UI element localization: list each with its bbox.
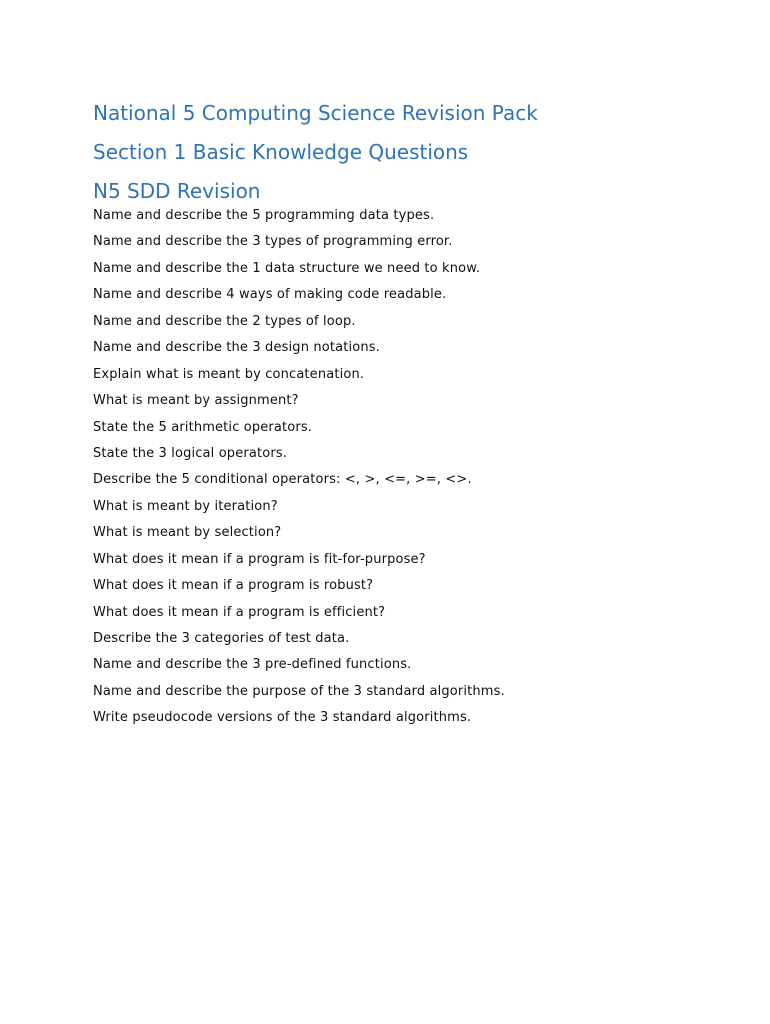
question-item: Explain what is meant by concatenation. bbox=[93, 366, 365, 382]
question-item: State the 3 logical operators. bbox=[93, 445, 288, 461]
subsection-heading: N5 SDD Revision bbox=[93, 179, 261, 203]
question-list bbox=[93, 203, 505, 732]
document-title: National 5 Computing Science Revision Pack bbox=[93, 101, 538, 125]
question-item: Name and describe the 2 types of loop. bbox=[93, 313, 356, 329]
question-item: What does it mean if a program is efficient? bbox=[93, 604, 386, 620]
question-item: State the 5 arithmetic operators. bbox=[93, 419, 313, 435]
question-item: Name and describe the 1 data structure we need to know. bbox=[93, 260, 481, 276]
question-item: Name and describe the 3 pre-defined functions. bbox=[93, 657, 412, 673]
question-item: What is meant by iteration? bbox=[93, 498, 278, 514]
question-item: What does it mean if a program is robust? bbox=[93, 578, 374, 594]
question-item: What is meant by assignment? bbox=[93, 393, 299, 409]
question-item: Name and describe the 5 programming data types. bbox=[93, 208, 435, 223]
question-item: Name and describe the 3 types of programming error. bbox=[93, 234, 453, 250]
question-item: Name and describe the purpose of the 3 standard algorithms. bbox=[93, 683, 505, 699]
question-item: Describe the 5 conditional operators: <, >, <=, >=, <>. bbox=[93, 472, 472, 488]
question-item: Name and describe the 3 design notations. bbox=[93, 340, 380, 356]
question-item: What is meant by selection? bbox=[93, 525, 282, 541]
section-heading: Section 1 Basic Knowledge Questions bbox=[93, 140, 469, 164]
question-item: Describe the 3 categories of test data. bbox=[93, 631, 350, 646]
question-item: Name and describe 4 ways of making code readable. bbox=[93, 287, 447, 303]
question-item: Write pseudocode versions of the 3 standard algorithms. bbox=[93, 710, 472, 726]
question-item: What does it mean if a program is fit-for-purpose? bbox=[93, 551, 426, 567]
